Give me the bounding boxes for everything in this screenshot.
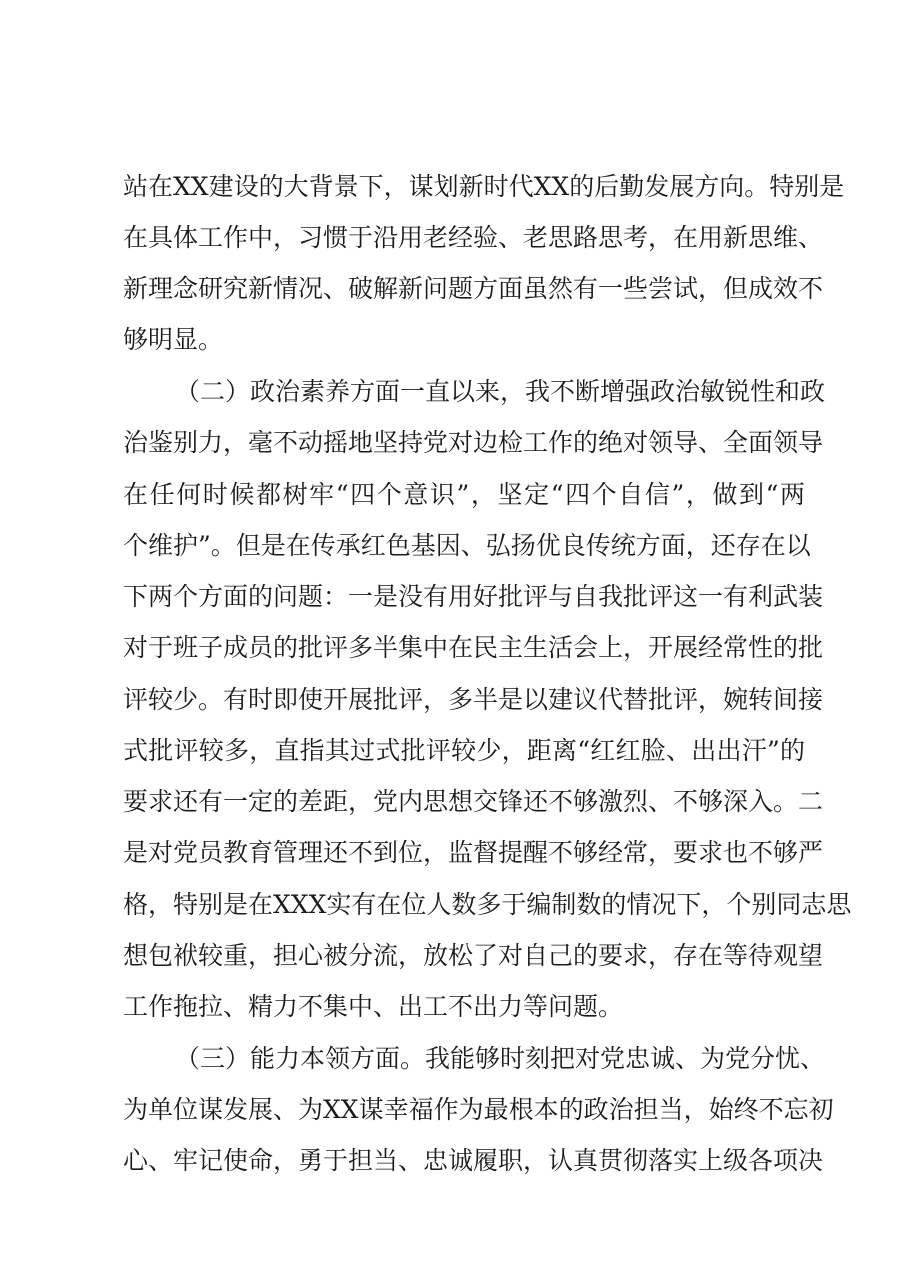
text-line: 个维护”。但是在传承红色基因、弘扬优良传统方面，还存在以	[123, 531, 811, 560]
text-line: 治鉴别力，毫不动摇地坚持党对边检工作的绝对领导、全面领导	[123, 428, 824, 457]
text-line: 站在XX建设的大背景下，谋划新时代XX的后勤发展方向。特别是	[123, 172, 845, 201]
text-line: 想包袱较重，担心被分流，放松了对自己的要求，存在等待观望	[123, 941, 824, 970]
text-line: 是对党员教育管理还不到位，监督提醒不够经常，要求也不够严	[123, 838, 824, 867]
text-line: 要求还有一定的差距，党内思想交锋还不够激烈、不够深入。二	[123, 787, 824, 816]
text-line: 为单位谋发展、为XX谋幸福作为最根本的政治担当，始终不忘初	[123, 1095, 834, 1124]
text-line: 工作拖拉、精力不集中、出工不出力等问题。	[123, 992, 624, 1021]
paragraph-heading-line: （二）政治素养方面一直以来，我不断增强政治敏锐性和政	[175, 377, 826, 406]
text-line: 够明显。	[123, 325, 224, 354]
text-line: 在具体工作中，习惯于沿用老经验、老思路思考，在用新思维、	[123, 223, 824, 252]
text-line: 对于班子成员的批评多半集中在民主生活会上，开展经常性的批	[123, 633, 824, 662]
text-line: 新理念研究新情况、破解新问题方面虽然有一些尝试，但成效不	[123, 274, 824, 303]
text-line: 格，特别是在XXX实有在位人数多于编制数的情况下，个别同志思	[123, 890, 852, 919]
text-line: 下两个方面的问题：一是没有用好批评与自我批评这一有利武装	[123, 582, 824, 611]
paragraph-heading-line: （三）能力本领方面。我能够时刻把对党忠诚、为党分忧、	[175, 1044, 826, 1073]
text-line: 心、牢记使命，勇于担当、忠诚履职，认真贯彻落实上级各项决	[123, 1146, 824, 1175]
text-line: 式批评较多，直指其过式批评较少，距离“红红脸、出出汗”的	[123, 736, 805, 765]
text-line: 在任何时候都树牢“四个意识”，坚定“四个自信”，做到“两	[123, 480, 805, 509]
text-line: 评较少。有时即使开展批评，多半是以建议代替批评，婉转间接	[123, 685, 824, 714]
